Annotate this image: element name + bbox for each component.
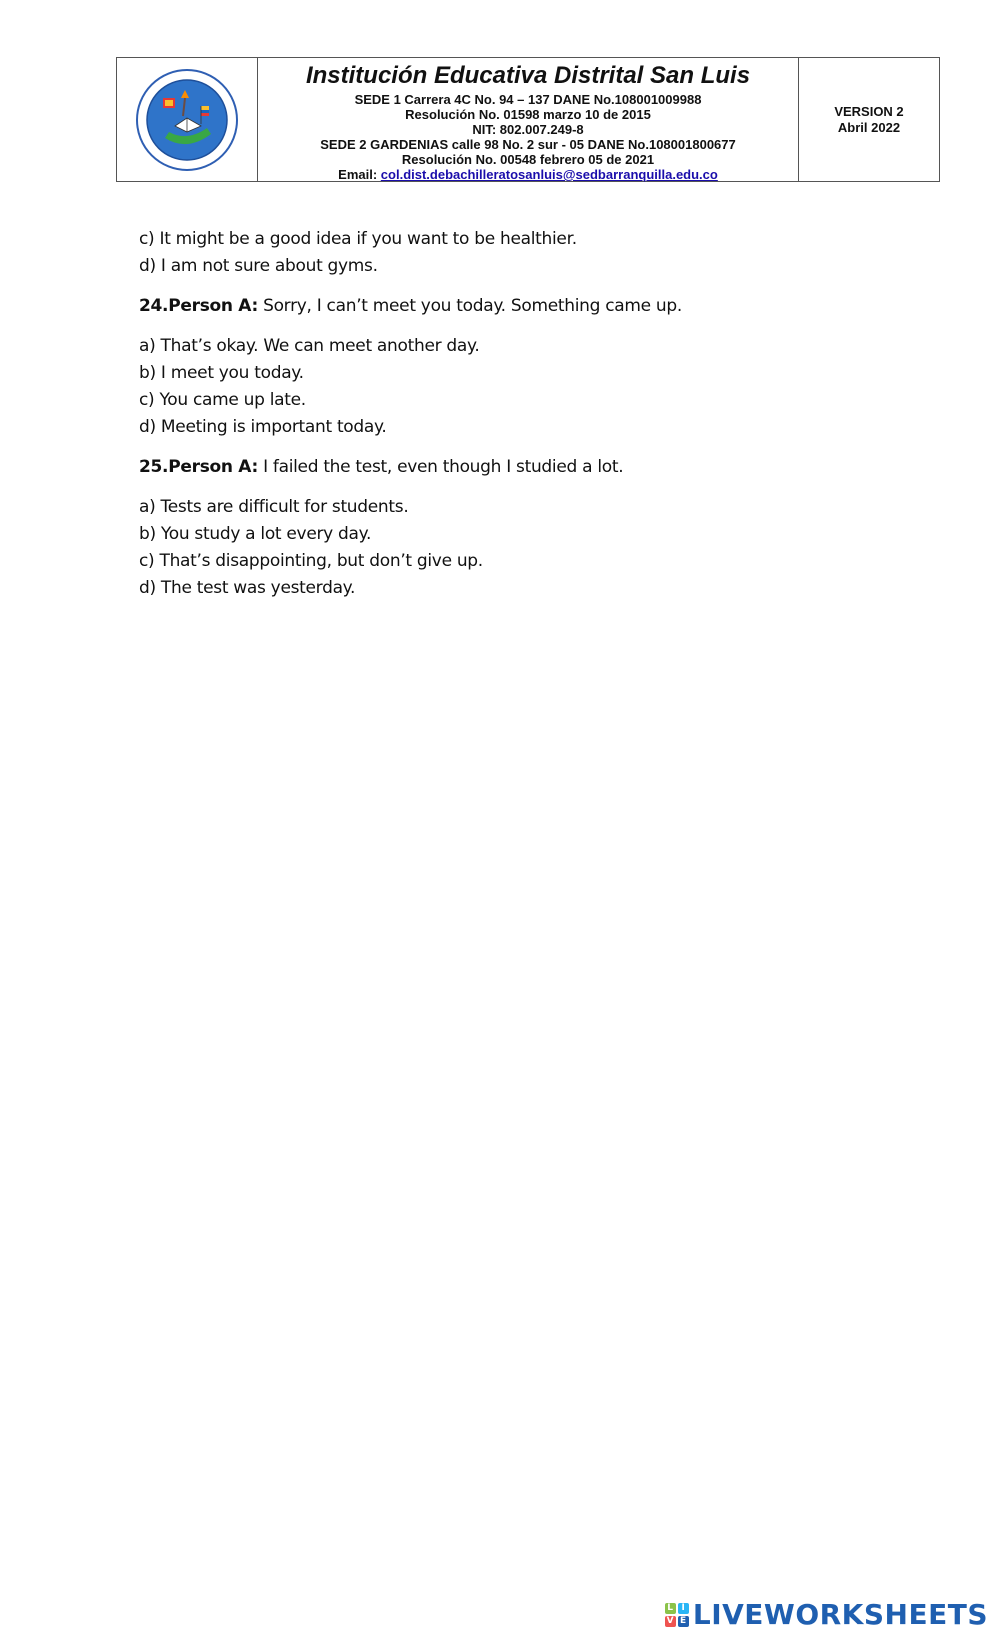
document-header (116, 57, 940, 182)
question-text: I failed the test, even though I studied a lot. (263, 457, 624, 477)
header-line: Resolución No. 00548 febrero 05 de 2021 (401, 152, 655, 167)
liveworksheets-icon (665, 1603, 689, 1627)
question-number: 24. (139, 296, 169, 316)
speaker-label: Person A: (168, 296, 258, 316)
header-line: NIT: 802.007.249-8 (472, 122, 584, 137)
question-number: 25. (139, 457, 169, 477)
header-line: SEDE 1 Carrera 4C No. 94 – 137 DANE No.108001009988 (354, 92, 702, 107)
option-line: a) That’s okay. We can meet another day. (139, 336, 480, 356)
version-date: Abril 2022 (837, 119, 901, 135)
question-25 (139, 454, 919, 481)
email-label: Email: (338, 167, 378, 182)
brand-name: LIVEWORKSHEETS (692, 1598, 988, 1631)
brand-icon-tile: I (678, 1603, 689, 1614)
institution-name: Institución Educativa Distrital San Luis (305, 62, 751, 89)
question-24 (139, 293, 919, 320)
version-label: VERSION 2 (834, 103, 904, 119)
option-line: d) I am not sure about gyms. (139, 256, 378, 276)
header-line: SEDE 2 GARDENIAS calle 98 No. 2 sur - 05 DANE No.108001800677 (320, 137, 736, 152)
option-line: a) Tests are difficult for students. (139, 497, 409, 517)
question-text: Sorry, I can’t meet you today. Something came up. (263, 296, 682, 316)
option-line: d) The test was yesterday. (139, 578, 356, 598)
brand-icon-tile: L (665, 1603, 676, 1614)
brand-icon-tile: V (666, 1615, 675, 1626)
option-line: d) Meeting is important today. (139, 417, 387, 437)
liveworksheets-brand[interactable] (665, 1598, 988, 1631)
version-cell (799, 58, 939, 181)
option-line: c) It might be a good idea if you want to be healthier. (139, 229, 577, 249)
header-line: Resolución No. 01598 marzo 10 de 2015 (405, 107, 651, 122)
logo-cell (117, 58, 258, 181)
speaker-label: Person A: (168, 457, 258, 477)
option-line: c) That’s disappointing, but don’t give up. (139, 551, 483, 571)
worksheet-content (139, 226, 919, 602)
brand-icon-tile: E (678, 1616, 689, 1627)
option-line: b) I meet you today. (139, 363, 304, 383)
email-link[interactable]: col.dist.debachilleratosanluis@sedbarranquilla.edu.co (380, 167, 718, 182)
option-line: b) You study a lot every day. (139, 524, 372, 544)
institution-info (258, 58, 799, 181)
option-line: c) You came up late. (139, 390, 306, 410)
school-seal-logo (135, 68, 239, 172)
email-line (258, 167, 798, 182)
